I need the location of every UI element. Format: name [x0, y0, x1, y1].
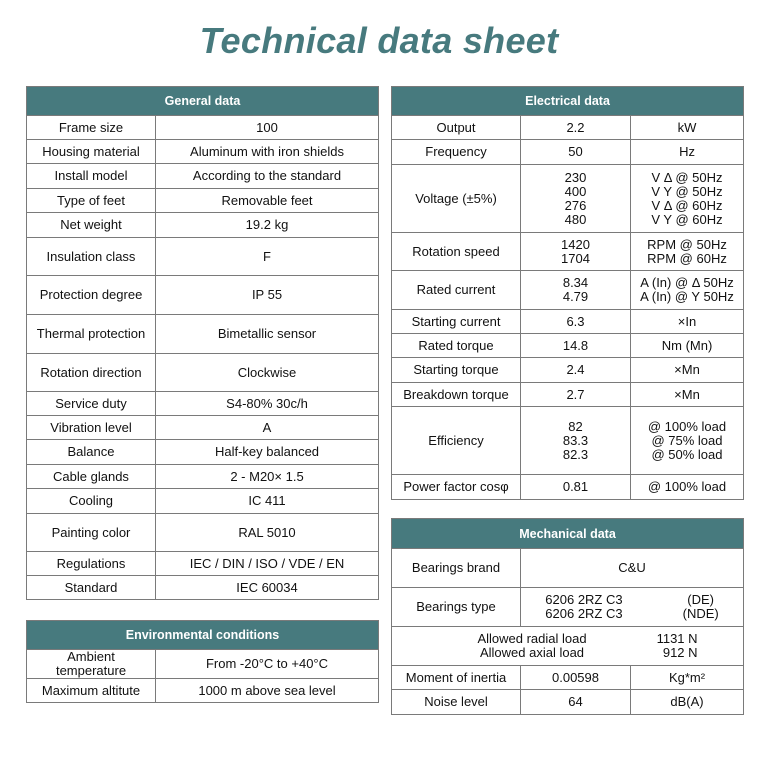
electrical-row-unit	[631, 310, 744, 334]
electrical-row-label: Voltage (±5%)	[392, 165, 521, 233]
environmental-row-value: 1000 m above sea level	[156, 679, 379, 703]
general-row-value: Removable feet	[156, 189, 379, 213]
inertia-label: Moment of inertia	[392, 666, 521, 690]
general-row-label: Painting color	[27, 514, 156, 552]
radial-load-value: 1131 N	[656, 631, 698, 646]
general-row-label: Insulation class	[27, 238, 156, 276]
electrical-row-label: Starting current	[392, 310, 521, 334]
allowed-loads-row	[392, 627, 744, 666]
electrical-row-unit	[631, 271, 744, 310]
general-row	[27, 189, 379, 213]
electrical-value-line: 230	[564, 169, 587, 185]
electrical-row-unit	[631, 140, 744, 165]
general-row-label: Cooling	[27, 489, 156, 514]
electrical-row-unit	[631, 334, 744, 358]
electrical-unit-line: ×Mn	[674, 386, 700, 402]
electrical-unit-line: Hz	[679, 144, 695, 159]
general-row-label: Protection degree	[27, 276, 156, 315]
electrical-row-label: Output	[392, 116, 521, 140]
environmental-row-value: From -20°C to +40°C	[156, 650, 379, 679]
general-row	[27, 354, 379, 392]
general-row-value: IEC 60034	[156, 576, 379, 600]
general-row	[27, 238, 379, 276]
electrical-value-line: 2.7	[566, 386, 585, 402]
environmental-row	[27, 650, 379, 679]
general-row-value: Half-key balanced	[156, 440, 379, 465]
electrical-value-line: 82	[568, 418, 583, 434]
general-row	[27, 392, 379, 416]
general-row-value: S4-80% 30c/h	[156, 392, 379, 416]
general-row-value: Bimetallic sensor	[156, 315, 379, 354]
general-row	[27, 140, 379, 164]
electrical-data-table	[391, 86, 744, 500]
electrical-unit-line: ×In	[677, 313, 697, 329]
electrical-row-label: Rated current	[392, 271, 521, 310]
electrical-value-line: 0.81	[562, 479, 589, 494]
general-row-value: IP 55	[156, 276, 379, 315]
general-row	[27, 552, 379, 576]
noise-value: 64	[521, 690, 631, 715]
electrical-row	[392, 310, 744, 334]
electrical-unit-line: @ 100% load	[647, 479, 727, 494]
electrical-unit-line: V Y @ 60Hz	[651, 211, 723, 227]
general-row	[27, 116, 379, 140]
environmental-body	[27, 650, 379, 703]
electrical-unit-line: kW	[677, 119, 697, 135]
general-row-value: 19.2 kg	[156, 213, 379, 238]
general-row-label: Service duty	[27, 392, 156, 416]
electrical-unit-line: V Δ @ 50Hz	[651, 169, 723, 185]
electrical-unit-line: V Δ @ 60Hz	[651, 197, 723, 213]
environmental-table	[26, 620, 379, 703]
inertia-value: 0.00598	[521, 666, 631, 690]
general-row-value: A	[156, 416, 379, 440]
electrical-value-line: 14.8	[562, 337, 589, 353]
general-row-value: According to the standard	[156, 164, 379, 189]
general-row-label: Standard	[27, 576, 156, 600]
electrical-data-header: Electrical data	[392, 87, 744, 116]
general-row-value: Aluminum with iron shields	[156, 140, 379, 164]
general-data-table	[26, 86, 379, 600]
electrical-row	[392, 383, 744, 407]
electrical-row-unit	[631, 475, 744, 500]
bearing-de-label: (DE)	[687, 592, 715, 607]
electrical-unit-line: ×Mn	[674, 362, 700, 377]
bearings-type-label: Bearings type	[392, 588, 521, 627]
general-row	[27, 416, 379, 440]
electrical-row-value	[521, 407, 631, 475]
electrical-value-line: 1704	[561, 250, 590, 266]
electrical-row-value	[521, 383, 631, 407]
electrical-row-label: Rotation speed	[392, 233, 521, 271]
general-row-label: Balance	[27, 440, 156, 465]
general-row-label: Cable glands	[27, 465, 156, 489]
electrical-unit-line: RPM @ 60Hz	[647, 250, 727, 266]
electrical-value-line: 480	[564, 211, 587, 227]
mechanical-data-table	[391, 518, 744, 715]
general-row-value: RAL 5010	[156, 514, 379, 552]
general-row	[27, 465, 379, 489]
general-row-label: Housing material	[27, 140, 156, 164]
electrical-row	[392, 475, 744, 500]
noise-label: Noise level	[392, 690, 521, 715]
electrical-row	[392, 165, 744, 233]
inertia-unit: Kg*m²	[631, 666, 744, 690]
electrical-row-unit	[631, 165, 744, 233]
electrical-value-line: 82.3	[562, 446, 589, 462]
environmental-row-label: Maximum altitute	[27, 679, 156, 703]
electrical-row	[392, 358, 744, 383]
general-row	[27, 164, 379, 189]
bearing-nde-model: 6206 2RZ C3	[545, 606, 623, 621]
axial-load-value: 912 N	[662, 645, 698, 660]
electrical-value-line: 6.3	[566, 313, 585, 329]
electrical-value-line: 400	[564, 183, 587, 199]
electrical-row-value	[521, 165, 631, 233]
electrical-row-value	[521, 233, 631, 271]
general-row-label: Net weight	[27, 213, 156, 238]
environmental-row	[27, 679, 379, 703]
general-row	[27, 213, 379, 238]
electrical-value-line: 8.34	[562, 275, 589, 290]
electrical-data-body	[392, 116, 744, 500]
general-row-label: Rotation direction	[27, 354, 156, 392]
electrical-row-label: Breakdown torque	[392, 383, 521, 407]
electrical-unit-line: V Y @ 50Hz	[651, 183, 723, 199]
general-row-label: Vibration level	[27, 416, 156, 440]
electrical-unit-line: A (In) @ Δ 50Hz	[640, 275, 734, 290]
electrical-row-unit	[631, 407, 744, 475]
electrical-row-value	[521, 475, 631, 500]
electrical-row	[392, 233, 744, 271]
general-row-label: Frame size	[27, 116, 156, 140]
environmental-header: Environmental conditions	[27, 621, 379, 650]
bearing-de-model: 6206 2RZ C3	[545, 592, 623, 607]
general-row	[27, 489, 379, 514]
electrical-row-label: Frequency	[392, 140, 521, 165]
bearing-nde-label: (NDE)	[682, 606, 719, 621]
general-row	[27, 315, 379, 354]
bearings-brand-row	[392, 549, 744, 588]
electrical-row-label: Rated torque	[392, 334, 521, 358]
environmental-row-label: Ambient temperature	[27, 650, 156, 679]
general-row-value: IEC / DIN / ISO / VDE / EN	[156, 552, 379, 576]
electrical-unit-line: @ 50% load	[651, 446, 723, 462]
electrical-row-unit	[631, 383, 744, 407]
bearings-type-row	[392, 588, 744, 627]
electrical-row	[392, 271, 744, 310]
general-row-value: 2 - M20× 1.5	[156, 465, 379, 489]
electrical-row-value	[521, 271, 631, 310]
general-row-label: Type of feet	[27, 189, 156, 213]
electrical-row-label: Efficiency	[392, 407, 521, 475]
bearings-brand-label: Bearings brand	[392, 549, 521, 588]
electrical-row-value	[521, 116, 631, 140]
electrical-value-line: 276	[564, 197, 587, 213]
general-row	[27, 440, 379, 465]
electrical-value-line: 83.3	[562, 432, 589, 448]
general-data-header: General data	[27, 87, 379, 116]
electrical-row-value	[521, 310, 631, 334]
electrical-value-line: 1420	[561, 236, 590, 252]
general-row	[27, 514, 379, 552]
radial-load-label: Allowed radial load	[477, 631, 587, 646]
electrical-unit-line: RPM @ 50Hz	[647, 236, 727, 252]
electrical-row-unit	[631, 233, 744, 271]
electrical-row-label: Power factor cosφ	[392, 475, 521, 500]
electrical-value-line: 2.2	[566, 119, 585, 135]
axial-load-label: Allowed axial load	[479, 645, 585, 660]
general-row-value: IC 411	[156, 489, 379, 514]
electrical-unit-line: A (In) @ Y 50Hz	[640, 289, 734, 304]
general-row	[27, 276, 379, 315]
electrical-unit-line: @ 100% load	[647, 418, 727, 434]
general-row-value: Clockwise	[156, 354, 379, 392]
electrical-row-unit	[631, 358, 744, 383]
electrical-value-line: 2.4	[566, 362, 585, 377]
electrical-row-value	[521, 140, 631, 165]
electrical-value-line: 4.79	[562, 289, 589, 304]
electrical-value-line: 50	[568, 144, 583, 159]
general-row-label: Thermal protection	[27, 315, 156, 354]
electrical-row-unit	[631, 116, 744, 140]
mechanical-data-header: Mechanical data	[392, 519, 744, 549]
electrical-row	[392, 334, 744, 358]
general-data-body	[27, 116, 379, 600]
electrical-row-value	[521, 334, 631, 358]
electrical-unit-line: @ 75% load	[651, 432, 723, 448]
inertia-row	[392, 666, 744, 690]
electrical-row-value	[521, 358, 631, 383]
electrical-unit-line: Nm (Mn)	[661, 337, 713, 353]
electrical-row	[392, 407, 744, 475]
general-row-label: Install model	[27, 164, 156, 189]
page-title: Technical data sheet	[199, 20, 559, 61]
noise-unit: dB(A)	[631, 690, 744, 715]
general-row	[27, 576, 379, 600]
general-row-value: 100	[156, 116, 379, 140]
general-row-label: Regulations	[27, 552, 156, 576]
electrical-row-label: Starting torque	[392, 358, 521, 383]
bearings-brand-value: C&U	[521, 549, 744, 588]
noise-row	[392, 690, 744, 715]
electrical-row	[392, 140, 744, 165]
electrical-row	[392, 116, 744, 140]
general-row-value: F	[156, 238, 379, 276]
